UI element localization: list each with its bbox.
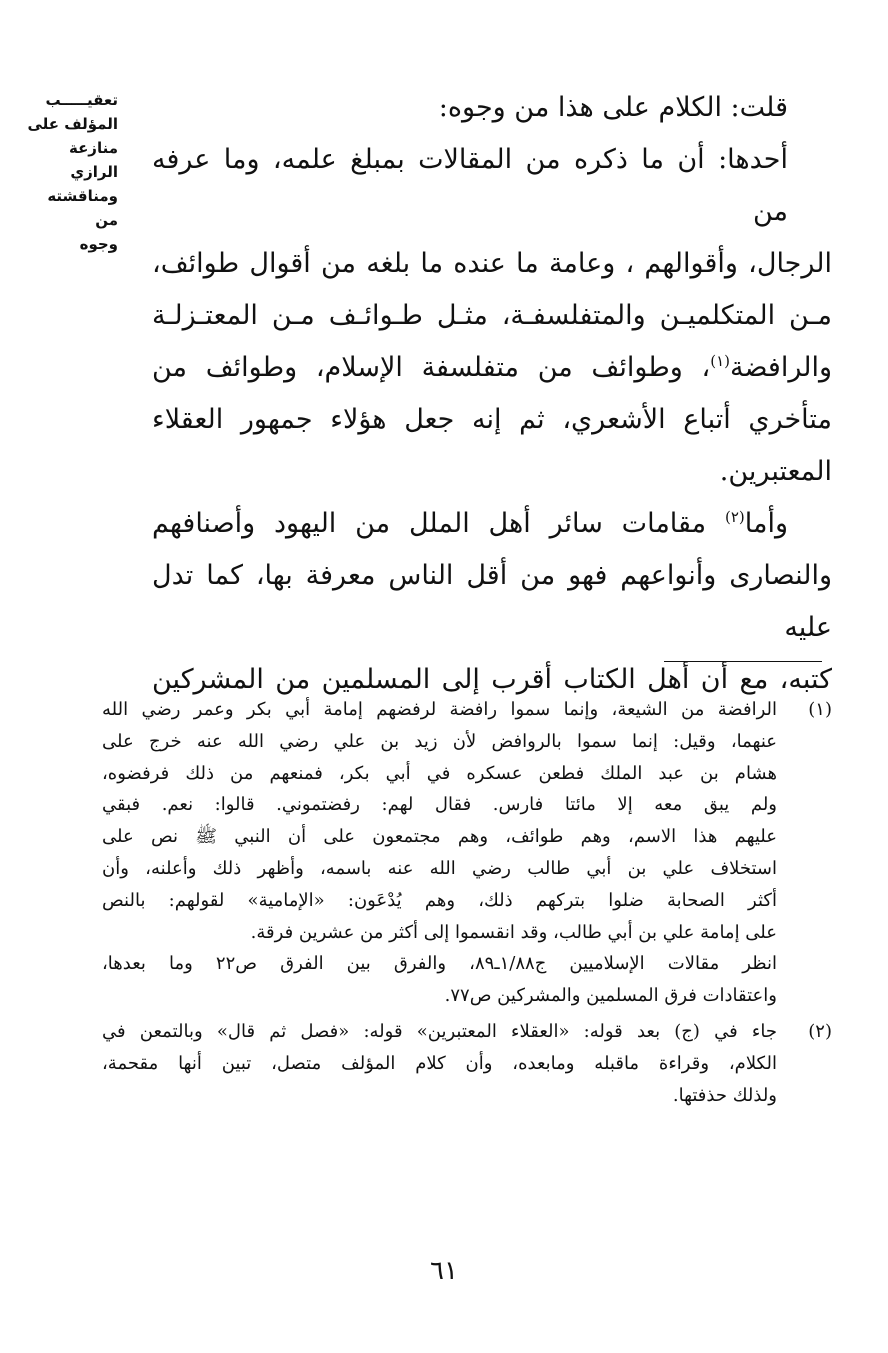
text-line: متأخري أتباع الأشعري، ثم إنه جعل هؤلاء جمهور العقلاء	[152, 404, 832, 435]
margin-note-line: المؤلف على	[27, 115, 118, 133]
paragraph-first-aspect	[152, 134, 832, 498]
footnote-line: هشام بن عبد الملك فطعن عسكره في أبي بكر، فمنعهم من ذلك فرفضوه،	[102, 762, 777, 784]
text-line: كتبه، مع أن أهل الكتاب أقرب إلى المسلمين من المشركين	[152, 664, 832, 695]
footnote-ref-2[interactable]: (٢)	[724, 508, 745, 526]
margin-note-line: منازعة الرازي	[68, 139, 118, 181]
text-fragment: مقامات سائر أهل الملل من اليهود وأصنافهم	[152, 508, 725, 539]
footnote-line: جاء في (ج) بعد قوله: «العقلاء المعتبرين» قوله: «فصل ثم قال» وبالتمعن في	[102, 1020, 777, 1042]
margin-note-line: ومناقشته من	[47, 187, 118, 229]
page-number: ٦١	[430, 1256, 458, 1286]
text-line	[152, 498, 832, 550]
main-text	[152, 82, 832, 706]
footnote-line: ولذلك حذفتها.	[672, 1084, 777, 1106]
footnote-line: انظر مقالات الإسلاميين ج١/٨٨ـ٨٩، والفرق بين الفرق ص٢٢ وما بعدها،	[102, 953, 777, 975]
margin-note-line: وجوه	[79, 235, 118, 253]
footnote-separator	[664, 661, 822, 662]
text-line: مـن المتكلميـن والمتفلسفـة، مثـل طـوائـف مـن المعتـزلـة	[152, 300, 832, 331]
paragraph-intro	[152, 82, 832, 134]
footnote-line: ولم يبق معه إلا مائتا فارس. فقال لهم: رفضتموني. قالوا: نعم. فبقي	[102, 794, 777, 816]
footnote-line: الرافضة من الشيعة، وإنما سموا رافضة لرفضهم إمامة أبي بكر وعمر رضي الله	[102, 699, 777, 720]
footnote-2	[102, 1016, 832, 1111]
text-fragment: والرافضة	[730, 352, 832, 383]
footnote-line: الكلام، وقراءة ماقبله ومابعده، وأن كلام المؤلف متصل، تبين أنها مقحمة،	[102, 1052, 777, 1074]
footnote-line: واعتقادات فرق المسلمين والمشركين ص٧٧.	[444, 985, 777, 1007]
footnote-number: (٢)	[808, 1020, 832, 1042]
footnote-1	[102, 694, 832, 1012]
footnote-line: عليهم هذا الاسم، وهم طوائف، وهم مجتمعون على أن النبي ﷺ نص على	[102, 826, 777, 848]
text-line: الرجال، وأقوالهم ، وعامة ما عنده ما بلغه من أقوال طوائف،	[152, 248, 832, 279]
footnote-line: استخلاف علي بن أبي طالب رضي الله عنه باسمه، وأظهر ذلك وأعلنه، وأن	[102, 857, 777, 879]
footnote-ref-1[interactable]: (١)	[710, 352, 731, 370]
footnote-line: على إمامة علي بن أبي طالب، وقد انقسموا إلى أكثر من عشرين فرقة.	[250, 921, 777, 943]
paragraph-other-religions	[152, 498, 832, 706]
text-fragment: ، وطوائف من متفلسفة الإسلام، وطوائف من	[152, 352, 711, 383]
text-line: أحدها: أن ما ذكره من المقالات بمبلغ علمه، وما عرفه من	[152, 144, 788, 227]
footnote-number: (١)	[808, 699, 832, 720]
margin-note-line: تعقيـــــب	[45, 91, 118, 109]
footnotes	[102, 694, 832, 1111]
margin-note	[23, 88, 118, 256]
text-line: والنصارى وأنواعهم فهو من أقل الناس معرفة بها، كما تدل عليه	[152, 560, 832, 643]
footnote-line: عنهما، وقيل: إنما سموا بالروافض لأن زيد بن علي رضي الله عنه خرج على	[102, 730, 777, 752]
text-fragment: وأما	[744, 508, 788, 539]
text-line: قلت: الكلام على هذا من وجوه:	[438, 92, 788, 123]
footnote-line: أكثر الصحابة ضلوا بتركهم ذلك، وهم يُدْعَون: «الإمامية» لقولهم: بالنص	[102, 889, 777, 911]
text-line: المعتبرين.	[719, 456, 832, 487]
text-line	[152, 342, 832, 394]
